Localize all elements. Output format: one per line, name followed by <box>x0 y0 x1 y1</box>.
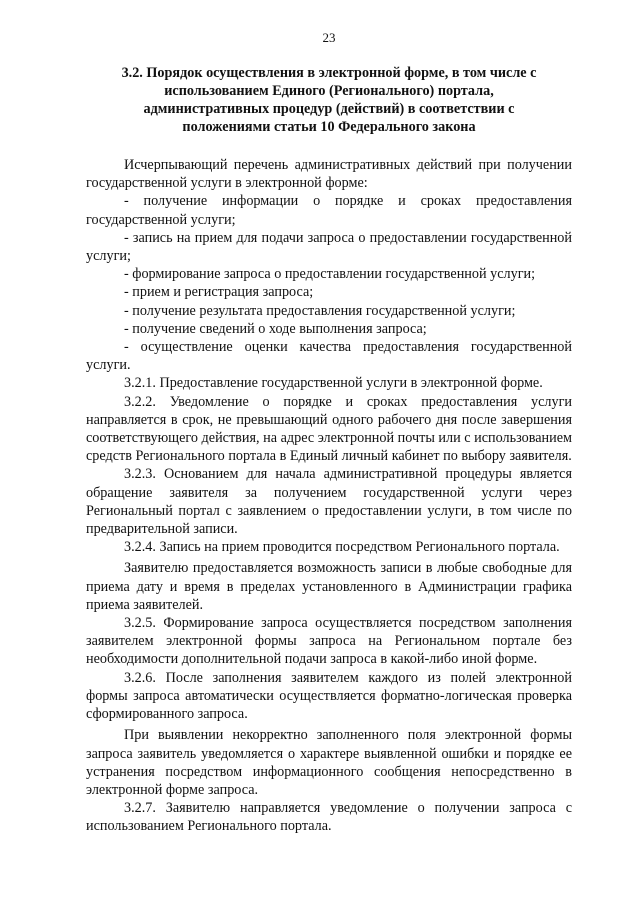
paragraph-3-2-3: 3.2.3. Основанием для начала административной процедуры является обращение заявителя за получением государственной услуги через Региональный портал с заявлением о предоставлении услуги, в том числе по предварительной записи. <box>86 466 572 538</box>
paragraph-3-2-7: 3.2.7. Заявителю направляется уведомление о получении запроса с использованием Регионального портала. <box>86 800 572 835</box>
list-item: - получение результата предоставления государственной услуги; <box>124 302 516 319</box>
paragraph-appointment-details: Заявителю предоставляется возможность записи в любые свободные для приема дату и время в пределах установленного в Администрации графика приема заявителей. <box>86 560 572 613</box>
list-item: - формирование запроса о предоставлении государственной услуги; <box>124 266 536 283</box>
heading-line: 3.2. Порядок осуществления в электронной форме, в том числе с <box>121 65 537 81</box>
paragraph-error-notification: При выявлении некорректно заполненного поля электронной формы запроса заявитель уведомляется о характере выявленной ошибки и порядке ее устранения посредством информационного сообщения непосредственно в электронной форме запроса. <box>86 727 572 798</box>
list-item: - прием и регистрация запроса; <box>124 284 314 301</box>
heading-line: использованием Единого (Регионального) портала, <box>164 83 494 99</box>
list-item: - получение информации о порядке и сроках предоставления государственной услуги; <box>86 193 572 228</box>
intro-paragraph: Исчерпывающий перечень административных действий при получении государственной услуги в электронной форме: <box>86 157 572 192</box>
paragraph-3-2-5: 3.2.5. Формирование запроса осуществляется посредством заполнения заявителем электронной формы запроса на Региональном портале без необходимости дополнительной подачи запроса в какой-либо иной форме. <box>86 615 572 668</box>
heading-line: административных процедур (действий) в соответствии с <box>143 101 515 117</box>
page-number: 23 <box>322 30 336 45</box>
paragraph-3-2-2: 3.2.2. Уведомление о порядке и сроках предоставления услуги направляется в срок, не превышающий одного рабочего дня после завершения соответствующего действия, на адрес электронной почты или с использованием средств Регионального портала в Единый личный кабинет по выбору заявителя. <box>86 393 572 465</box>
section-heading <box>86 64 572 136</box>
heading-line: положениями статьи 10 Федерального закона <box>182 119 476 135</box>
list-item: - получение сведений о ходе выполнения запроса; <box>124 320 427 337</box>
paragraph-3-2-4: 3.2.4. Запись на прием проводится посредством Регионального портала. <box>124 539 560 556</box>
document-page <box>86 30 572 836</box>
list-item: - осуществление оценки качества предоставления государственной услуги. <box>86 339 572 374</box>
body-text <box>86 156 572 836</box>
paragraph-3-2-6: 3.2.6. После заполнения заявителем каждого из полей электронной формы запроса автоматически осуществляется форматно-логическая проверка сформированного запроса. <box>86 669 572 723</box>
list-item: - запись на прием для подачи запроса о предоставлении государственной услуги; <box>86 229 572 265</box>
paragraph-3-2-1: 3.2.1. Предоставление государственной услуги в электронной форме. <box>124 375 543 392</box>
